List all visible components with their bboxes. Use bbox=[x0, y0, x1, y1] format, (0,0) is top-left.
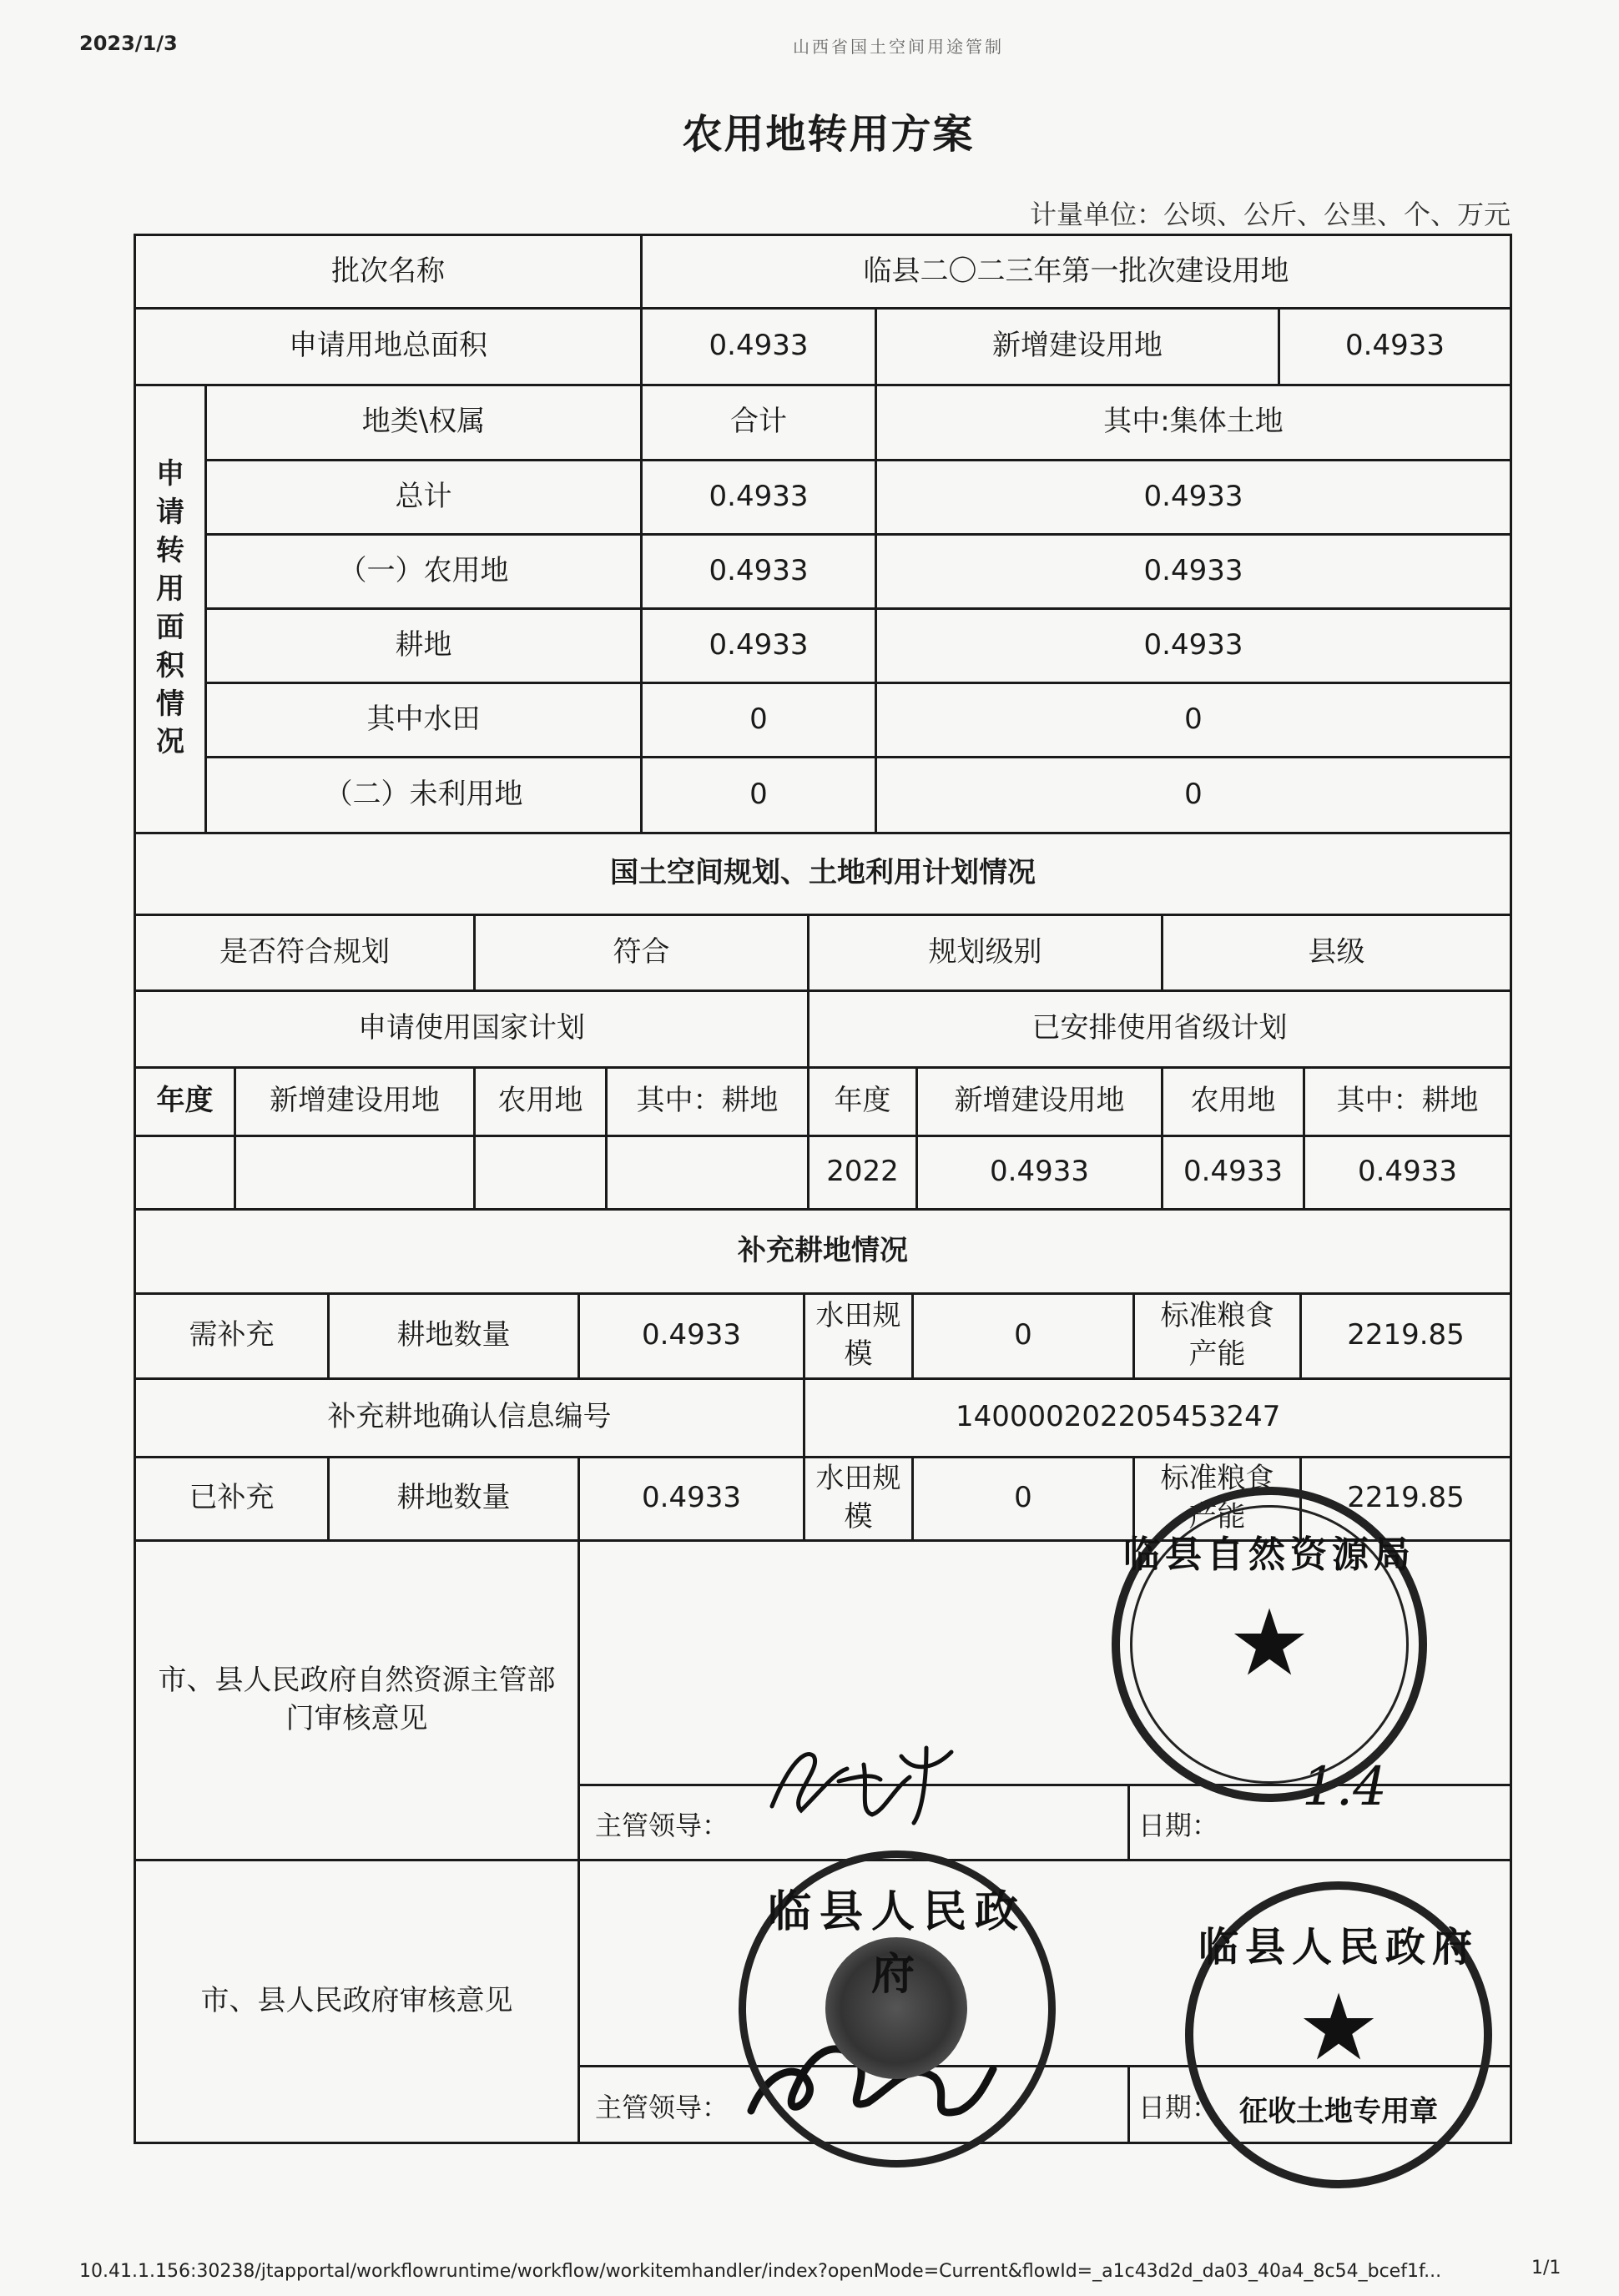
col-farmland: 农用地 bbox=[1163, 1067, 1304, 1135]
need-qty-value: 0.4933 bbox=[579, 1295, 804, 1378]
planning-section-title: 国土空间规划、土地利用计划情况 bbox=[135, 834, 1511, 914]
row-label: 总计 bbox=[206, 461, 642, 535]
table-row bbox=[135, 1378, 1511, 1457]
provincial-cultivated: 0.4933 bbox=[1304, 1135, 1511, 1209]
col-cultivated: 其中：耕地 bbox=[607, 1067, 809, 1135]
batch-label: 批次名称 bbox=[135, 235, 642, 309]
paddy-scale-label: 水田规 模 bbox=[804, 1457, 913, 1540]
row-collective: 0 bbox=[876, 758, 1511, 833]
supplement-section-title: 补充耕地情况 bbox=[135, 1211, 1511, 1294]
col-year: 年度 bbox=[135, 1067, 235, 1135]
need-paddy-value: 0 bbox=[913, 1295, 1134, 1378]
col-collective: 其中:集体土地 bbox=[876, 386, 1511, 461]
provincial-year: 2022 bbox=[809, 1135, 917, 1209]
row-total: 0.4933 bbox=[642, 461, 876, 535]
done-grain-value: 2219.85 bbox=[1301, 1457, 1511, 1540]
land-seal-text: 临县人民政府 bbox=[1198, 1924, 1479, 1971]
date-label: 日期： bbox=[1138, 2092, 1219, 2124]
row-collective: 0.4933 bbox=[876, 461, 1511, 535]
done-paddy-value: 0 bbox=[913, 1457, 1134, 1540]
row-total: 0.4933 bbox=[642, 609, 876, 683]
table-row bbox=[135, 1135, 1511, 1209]
col-total: 合计 bbox=[642, 386, 876, 461]
national-plan-label: 申请使用国家计划 bbox=[135, 992, 809, 1067]
row-total: 0.4933 bbox=[642, 535, 876, 609]
print-org-header: 山西省国土空间用途管制 bbox=[793, 37, 1004, 57]
handwritten-signature bbox=[755, 1731, 972, 1831]
provincial-new-construction: 0.4933 bbox=[917, 1135, 1163, 1209]
batch-value: 临县二〇二三年第一批次建设用地 bbox=[642, 235, 1511, 309]
star-icon: ★ bbox=[1228, 1589, 1311, 1696]
leader-label: 主管领导： bbox=[595, 2092, 729, 2124]
plan-level-value: 县级 bbox=[1163, 916, 1511, 991]
cultivated-qty-label: 耕地数量 bbox=[329, 1457, 579, 1540]
col-new-construction: 新增建设用地 bbox=[917, 1067, 1163, 1135]
row-collective: 0.4933 bbox=[876, 535, 1511, 609]
leader-label: 主管领导： bbox=[595, 1809, 729, 1841]
national-new-construction bbox=[235, 1135, 475, 1209]
col-farmland: 农用地 bbox=[475, 1067, 607, 1135]
row-label: 其中水田 bbox=[206, 683, 642, 758]
print-date: 2023/1/3 bbox=[79, 32, 178, 55]
provincial-farmland: 0.4933 bbox=[1163, 1135, 1304, 1209]
paddy-scale-label: 水田规 模 bbox=[804, 1295, 913, 1378]
row-collective: 0 bbox=[876, 683, 1511, 758]
government-seal-text: 临县人民政府 bbox=[767, 1887, 1026, 2000]
national-cultivated bbox=[607, 1135, 809, 1209]
row-total: 0 bbox=[642, 683, 876, 758]
page-number: 1/1 bbox=[1531, 2258, 1561, 2278]
table-row bbox=[135, 609, 1511, 683]
plan-quota-table bbox=[134, 992, 1512, 1211]
bureau-seal bbox=[1112, 1487, 1427, 1802]
planning-title-table bbox=[134, 834, 1512, 916]
row-total: 0 bbox=[642, 758, 876, 833]
page-url: 10.41.1.156:30238/jtapportal/workflowruntime/workflow/workitemhandler/index?openMode=Current&flowId=_a1c43d2d_da03_40a4_8c54_bcef1f... bbox=[79, 2261, 1442, 2282]
national-farmland bbox=[475, 1135, 607, 1209]
total-area-value: 0.4933 bbox=[642, 310, 876, 385]
done-qty-value: 0.4933 bbox=[579, 1457, 804, 1540]
total-area-label: 申请用地总面积 bbox=[135, 310, 642, 385]
provincial-plan-label: 已安排使用省级计划 bbox=[809, 992, 1511, 1067]
document-title: 农用地转用方案 bbox=[682, 111, 975, 158]
new-construction-value: 0.4933 bbox=[1279, 310, 1511, 385]
conversion-form bbox=[134, 234, 1512, 2144]
confirm-number-label: 补充耕地确认信息编号 bbox=[135, 1378, 804, 1457]
government-seal bbox=[739, 1850, 1056, 2168]
batch-table bbox=[134, 234, 1512, 310]
col-year: 年度 bbox=[809, 1067, 917, 1135]
land-seal-inner-text: 征收土地专用章 bbox=[1239, 2095, 1438, 2128]
conversion-side-label: 申 请 转 用 面 积 情 况 bbox=[135, 386, 206, 833]
new-construction-label: 新增建设用地 bbox=[876, 310, 1279, 385]
compliance-value: 符合 bbox=[475, 916, 809, 991]
national-year bbox=[135, 1135, 235, 1209]
bureau-seal-text: 临县自然资源局 bbox=[1123, 1533, 1415, 1576]
need-grain-value: 2219.85 bbox=[1301, 1295, 1511, 1378]
plan-level-label: 规划级别 bbox=[809, 916, 1163, 991]
planning-compliance-table bbox=[134, 916, 1512, 993]
total-area-table bbox=[134, 310, 1512, 386]
col-cultivated: 其中：耕地 bbox=[1304, 1067, 1511, 1135]
cultivated-qty-label: 耕地数量 bbox=[329, 1295, 579, 1378]
row-label: 耕地 bbox=[206, 609, 642, 683]
table-row bbox=[135, 758, 1511, 833]
col-new-construction: 新增建设用地 bbox=[235, 1067, 475, 1135]
land-expropriation-seal bbox=[1185, 1881, 1492, 2188]
done-supplement-label: 已补充 bbox=[135, 1457, 329, 1540]
grain-capacity-label: 标准粮食 产能 bbox=[1134, 1457, 1301, 1540]
compliance-label: 是否符合规划 bbox=[135, 916, 475, 991]
table-row bbox=[135, 683, 1511, 758]
grain-capacity-label: 标准粮食 产能 bbox=[1134, 1295, 1301, 1378]
handwritten-date: 1.4 bbox=[1302, 1756, 1387, 1818]
government-review-label: 市、县人民政府审核意见 bbox=[135, 1861, 579, 2142]
row-label: （一）农用地 bbox=[206, 535, 642, 609]
star-icon: ★ bbox=[1297, 1974, 1380, 2081]
row-collective: 0.4933 bbox=[876, 609, 1511, 683]
table-row bbox=[135, 1295, 1511, 1378]
confirm-number-value: 140000202205453247 bbox=[804, 1378, 1511, 1457]
row-label: （二）未利用地 bbox=[206, 758, 642, 833]
need-supplement-label: 需补充 bbox=[135, 1295, 329, 1378]
table-row bbox=[135, 461, 1511, 535]
table-row bbox=[135, 535, 1511, 609]
measurement-unit: 计量单位：公顷、公斤、公里、个、万元 bbox=[1029, 199, 1511, 230]
date-label: 日期： bbox=[1138, 1809, 1219, 1841]
conversion-area-table bbox=[134, 386, 1512, 835]
supplement-title-table bbox=[134, 1211, 1512, 1296]
natural-resources-review-label: 市、县人民政府自然资源主管部门审核意见 bbox=[135, 1542, 579, 1860]
col-land-type: 地类\权属 bbox=[206, 386, 642, 461]
